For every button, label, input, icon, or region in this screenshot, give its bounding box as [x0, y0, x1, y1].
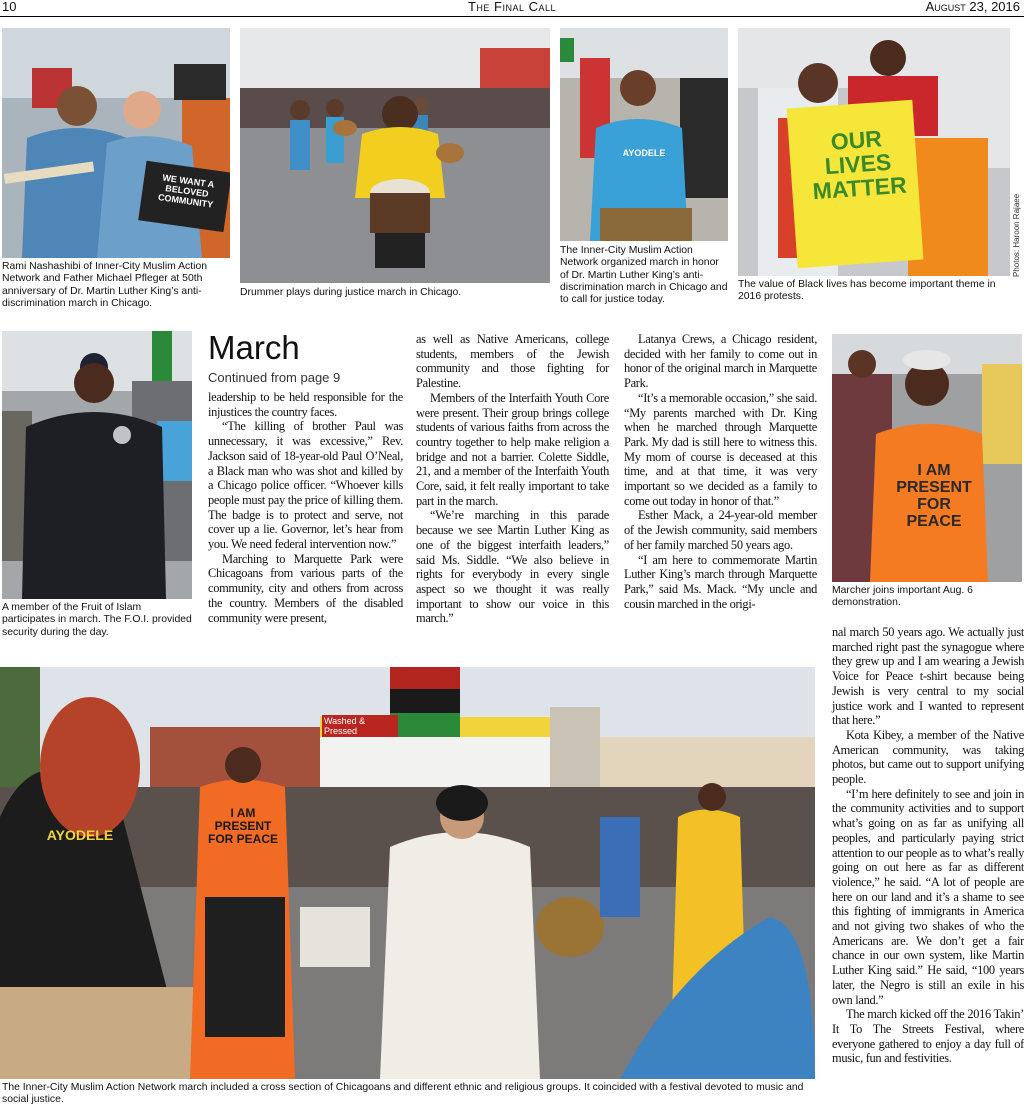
paragraph: The march kicked off the 2016 Takin’ It To The Streets Festival, where everyone gathered to enjoy a day full of music, fun and festivities. [832, 1007, 1024, 1066]
headline: March [208, 329, 300, 366]
caption-photo-4: The value of Black lives has become important theme in 2016 protests. [738, 279, 996, 303]
paragraph: Kota Kibey, a member of the Native American community, was taking photos, but came out to support unifying people. [832, 727, 1024, 787]
sign-our-lives-matter: OUR LIVES MATTER [811, 125, 908, 205]
paragraph: “I’m here definitely to see and join in the community activities and to support what’s going on as far as unifying all peoples, and particularly paying strict attention to our people as to what’s really going on out here as far as different violence,” he said. “A lot of people are here on our land and it’s a shame to see this fighting of immigrants in America and not giving two shakes of who the Americans are. We don’t get a fair chance in our own system, like Martin Luther King said.” He said, “100 years later, the Negro is still an exile in his own land.” [832, 786, 1024, 1007]
shirt-ayodele: AYODELE [46, 827, 114, 843]
paragraph: Members of the Interfaith Youth Core were present. Their group brings college students of various faiths from across the country together to help make religion a bridge and not a barrier. Colette Siddle, 21, and a member of the Interfaith Youth Core, said, it felt really important to take part in the march. [416, 390, 609, 508]
paragraph: Latanya Crews, a Chicago resident, decided with her family to come out in honor of the original march in Marquette Park. [624, 332, 817, 391]
photo-present-for-peace [832, 334, 1022, 582]
caption-photo-2: Drummer plays during justice march in Chicago. [240, 287, 462, 298]
photo-our-lives-matter [738, 28, 1010, 276]
caption-photo-3: The Inner-City Muslim Action Network organized march in honor of Dr. Martin Luther King’s anti-discrimination march in Chicago and to call for justice today. [560, 245, 728, 306]
masthead: The Final Call [467, 0, 557, 14]
paragraph: “I am here to commemorate Martin Luther King’s march through Marquette Park,” said Ms. Mack. “My uncle and cousin marched in the origi- [624, 552, 817, 611]
article-column-2 [416, 332, 609, 626]
paragraph: leadership to be held responsible for the injustices the country faces. [208, 390, 403, 419]
photo-march-crowd [0, 667, 815, 1079]
article-column-4 [832, 625, 1024, 1066]
page-number: 10 [2, 0, 17, 14]
caption-photo-5: A member of the Fruit of Islam participates in march. The F.O.I. provided security during the day. [2, 602, 192, 638]
shirt-present-for-peace: I AM PRESENT FOR PEACE [896, 462, 972, 530]
sign-beloved-community: WE WANT A BELOVED COMMUNITY [157, 172, 215, 210]
photo-ayodele-marcher [560, 28, 728, 241]
continued-from: Continued from page 9 [208, 370, 341, 385]
photo-fruit-of-islam [2, 331, 192, 599]
storefront-sign: Washed & Pressed [322, 715, 398, 737]
caption-photo-6: Marcher joins important Aug. 6 demonstration. [832, 585, 973, 609]
paragraph: “It’s a memorable occasion,” she said. “My parents marched with Dr. King when he marched through Marquette Park. My dad is still here to witness this. My mom of course is deceased at this time, and at that time, it was very important so we decided as a family to come out today in honor of that.” [624, 390, 817, 508]
paragraph: “We’re marching in this parade because we see Martin Luther King as one of the biggest interfaith leaders,” said Ms. Siddle. “We also believe in rights for everybody in every single aspect so we thought it was really important to show our voice in this march.” [416, 508, 609, 626]
photo-credit: Photos: Haroon Rajaee [1012, 193, 1021, 277]
shirt-ayodele: AYODELE [622, 148, 666, 158]
paragraph: Marching to Marquette Park were Chicagoans from various parts of the community, city and others from across the country. Members of the disabled community were present, [208, 551, 403, 625]
issue-date: August 23, 2016 [925, 0, 1020, 14]
photo-nashashibi-pfleger [2, 28, 230, 258]
caption-photo-1: Rami Nashashibi of Inner-City Muslim Action Network and Father Michael Pfleger at 50th anniversary of Dr. Martin Luther King’s anti-discrimination march in Chicago. [2, 261, 207, 309]
paragraph: as well as Native Americans, college students, members of the Jewish community and those fighting for Palestine. [416, 332, 609, 391]
caption-photo-7: The Inner-City Muslim Action Network march included a cross section of Chicagoans and different ethnic and religious groups. It coincided with a festival devoted to music and social justice. [2, 1082, 804, 1106]
shirt-present-for-peace: I AM PRESENT FOR PEACE [207, 806, 278, 846]
paragraph: Esther Mack, a 24-year-old member of the Jewish community, said members of her family marched 50 years ago. [624, 508, 817, 552]
photo-drummer [240, 28, 550, 283]
article-column-3 [624, 332, 817, 611]
article-column-1 [208, 390, 403, 625]
page-header [0, 0, 1024, 17]
paragraph: nal march 50 years ago. We actually just marched right past the synagogue where they grew up and I am wearing a Jewish Voice for Peace t-shirt because being Jewish is very central to my social justice work and I wanted to represent that here.” [832, 625, 1024, 728]
paragraph: “The killing of brother Paul was unnecessary, it was excessive,” Rev. Jackson said of 18-year-old Paul O’Neal, a Black man who was shot and killed by a Chicago police officer. “Whoever kills people must pay the price of killing them. The badge is to protect and serve, not cover up a lie. Governor, let’s hear from you. We need federal intervention now.” [208, 419, 403, 552]
